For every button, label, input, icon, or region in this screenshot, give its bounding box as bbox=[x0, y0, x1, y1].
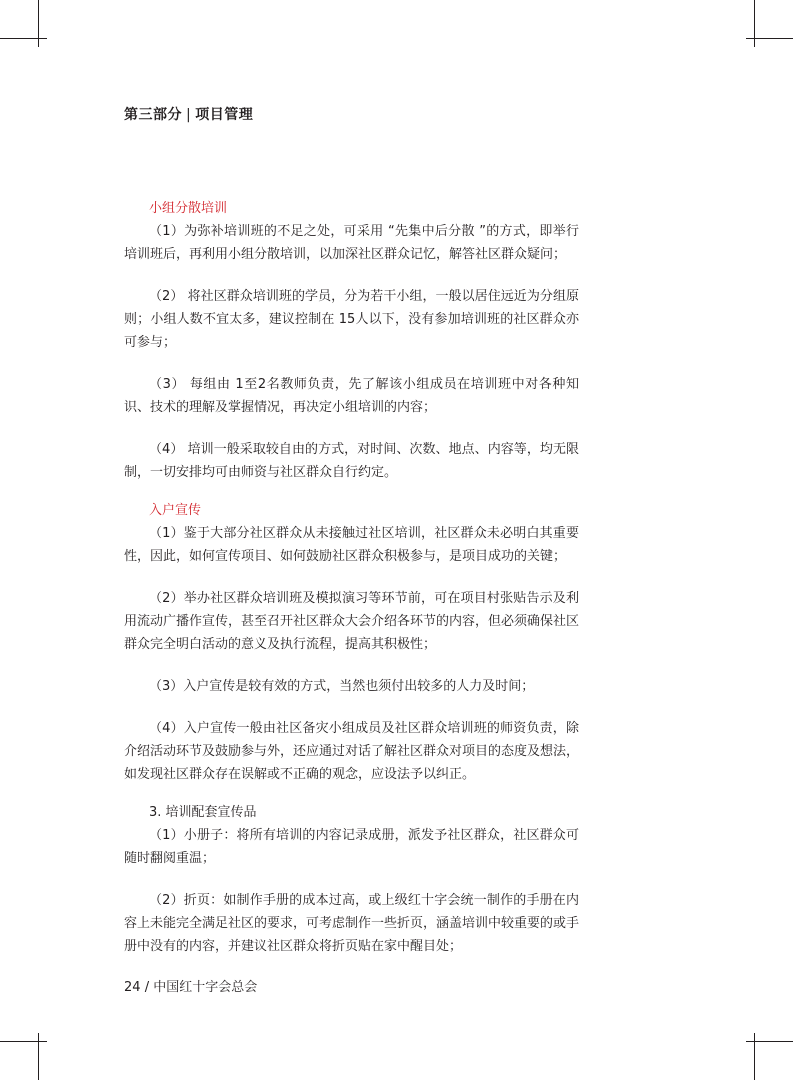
crop-mark-top-left-vertical bbox=[38, 0, 39, 47]
page-number: 24 bbox=[124, 980, 141, 995]
footer-publisher: 中国红十字会总会 bbox=[153, 980, 258, 995]
page-footer bbox=[124, 976, 257, 995]
crop-mark-top-right-vertical bbox=[754, 0, 755, 47]
header-title: 项目管理 bbox=[195, 107, 254, 123]
running-header bbox=[124, 104, 253, 124]
header-part: 第三部分 bbox=[124, 107, 182, 123]
paragraph: （4） 培训一般采取较自由的方式，对时间、次数、地点、内容等，均无限制，一切安排均可由师资与社区群众自行约定。 bbox=[124, 442, 579, 480]
paragraph: （2）举办社区群众培训班及模拟演习等环节前，可在项目村张贴告示及利用流动广播作宣传，甚至召开社区群众大会介绍各环节的内容，但必须确保社区群众完全明白活动的意义及执行流程，提高其积极性； bbox=[124, 591, 580, 652]
body-content bbox=[124, 197, 579, 977]
section-heading-promo-materials: 3. 培训配套宣传品 bbox=[149, 805, 257, 820]
paragraph: （2）折页：如制作手册的成本过高，或上级红十字会统一制作的手册在内容上未能完全满足社区的要求，可考虑制作一些折页，涵盖培训中较重要的或手册中没有的内容，并建议社区群众将折页贴在家中醒目处； bbox=[124, 893, 580, 954]
crop-mark-top-right-horizontal bbox=[746, 38, 793, 39]
footer-separator: / bbox=[144, 980, 150, 995]
header-separator: | bbox=[186, 107, 192, 123]
crop-mark-top-left-horizontal bbox=[0, 38, 47, 39]
paragraph: （1）为弥补培训班的不足之处，可采用 “先集中后分散 ”的方式，即举行培训班后，再利用小组分散培训，以加深社区群众记忆，解答社区群众疑问； bbox=[124, 224, 579, 262]
paragraph: （1）鉴于大部分社区群众从未接触过社区培训，社区群众未必明白其重要性，因此，如何宣传项目、如何鼓励社区群众积极参与，是项目成功的关键； bbox=[124, 526, 579, 564]
paragraph: （3）入户宣传是较有效的方式，当然也须付出较多的人力及时间； bbox=[149, 679, 535, 694]
paragraph: （1）小册子：将所有培训的内容记录成册，派发予社区群众，社区群众可随时翻阅重温； bbox=[124, 828, 579, 866]
paragraph: （2） 将社区群众培训班的学员，分为若干小组，一般以居住远近为分组原则；小组人数不宜太多，建议控制在 15人以下，没有参加培训班的社区群众亦可参与； bbox=[124, 289, 579, 350]
section-heading-door-to-door: 入户宣传 bbox=[149, 503, 202, 518]
crop-mark-bottom-right-horizontal bbox=[746, 1041, 793, 1042]
section-heading-small-group-training: 小组分散培训 bbox=[149, 201, 228, 216]
paragraph: （3） 每组由 1至2名教师负责，先了解该小组成员在培训班中对各种知识、技术的理解及掌握情况，再决定小组培训的内容； bbox=[124, 377, 579, 415]
paragraph: （4）入户宣传一般由社区备灾小组成员及社区群众培训班的师资负责，除介绍活动环节及鼓励参与外，还应通过对话了解社区群众对项目的态度及想法，如发现社区群众存在误解或不正确的观念，应设法予以纠正。 bbox=[124, 721, 580, 782]
crop-mark-bottom-left-horizontal bbox=[0, 1041, 47, 1042]
